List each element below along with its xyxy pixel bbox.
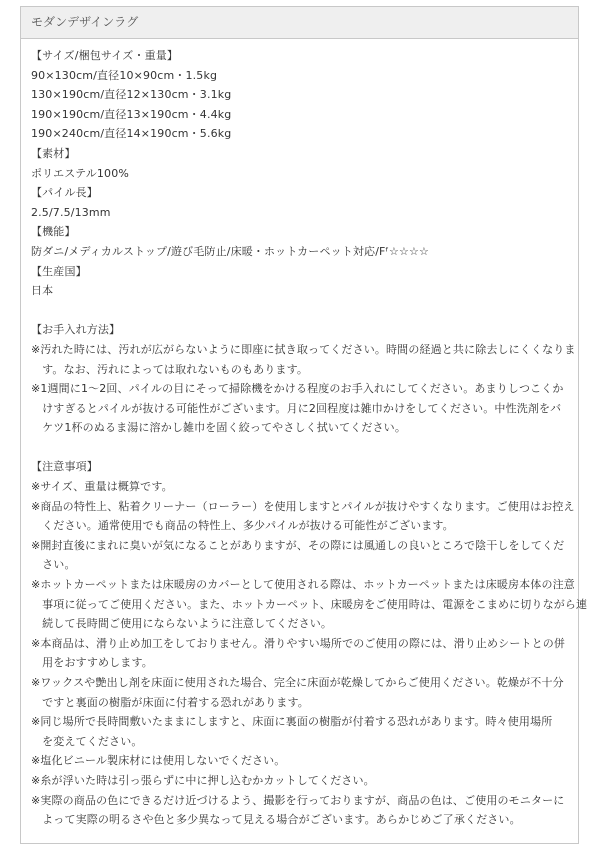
blank-line bbox=[31, 438, 570, 458]
product-info-panel bbox=[20, 6, 588, 844]
text-line: ※同じ場所で長時間敷いたままにしますと、床面に裏面の樹脂が付着する恐れがあります。時々使用場所 bbox=[31, 715, 553, 729]
text-line: 続して長時間ご使用にならないように注意してください。 bbox=[31, 617, 333, 631]
text-line: 事項に従ってご使用ください。また、ホットカーペット、床暖房をご使用時は、電源をこまめに切りながら連 bbox=[31, 597, 588, 611]
text-line: 130×190cm/直径12×130cm・3.1kg bbox=[31, 88, 232, 102]
text-line: ポリエステル100% bbox=[31, 166, 129, 180]
text-line: 防ダニ/メディカルストップ/遊び毛防止/床暖・ホットカーペット対応/Fᶠ☆☆☆☆ bbox=[31, 244, 429, 258]
text-line: ※汚れた時には、汚れが広がらないように即座に拭き取ってください。時間の経過と共に除去しにくくなりま bbox=[31, 342, 576, 356]
text-line: 【機能】 bbox=[31, 225, 76, 239]
text-line: ※実際の商品の色にできるだけ近づけるよう、撮影を行っておりますが、商品の色は、ご使用のモニターに bbox=[31, 793, 565, 807]
text-line: 【サイズ/梱包サイズ・重量】 bbox=[31, 49, 179, 62]
text-line: ※糸が浮いた時は引っ張らずに中に押し込むかカットしてください。 bbox=[31, 773, 375, 787]
text-line: 【生産国】 bbox=[31, 264, 87, 278]
text-line: 【注意事項】 bbox=[31, 460, 98, 474]
text-line: 【素材】 bbox=[31, 146, 76, 160]
text-line: ※サイズ、重量は概算です。 bbox=[31, 480, 173, 494]
text-line: す。なお、汚れによっては取れないものもあります。 bbox=[31, 362, 308, 376]
panel-title: モダンデザインラグ bbox=[31, 15, 139, 29]
text-line: を変えてください。 bbox=[31, 734, 143, 748]
text-line: ※ホットカーペットまたは床暖房のカバーとして使用される際は、ホットカーペットまたは床暖房本体の注意 bbox=[31, 578, 575, 592]
text-line: ケツ1杯のぬるま湯に溶かし雑巾を固く絞ってやさしく拭いてください。 bbox=[31, 421, 406, 435]
text-line: 【お手入れ方法】 bbox=[31, 323, 121, 337]
blank-line bbox=[31, 301, 570, 321]
text-line: 2.5/7.5/13mm bbox=[31, 205, 111, 219]
text-line: 用をおすすめします。 bbox=[31, 656, 153, 670]
text-line: ※1週間に1～2回、パイルの目にそって掃除機をかける程度のお手入れにしてください。あまりしつこくか bbox=[31, 382, 564, 396]
text-line: ください。通常使用でも商品の特性上、多少パイルが抜ける可能性がございます。 bbox=[31, 519, 454, 533]
text-line: ※本商品は、滑り止め加工をしておりません。滑りやすい場所でのご使用の際には、滑り止めシートとの併 bbox=[31, 636, 566, 650]
text-line: ※塩化ビニール製床材には使用しないでください。 bbox=[31, 754, 286, 768]
text-line: 90×130cm/直径10×90cm・1.5kg bbox=[31, 68, 218, 82]
text-line: よって実際の明るさや色と多少異なって見える場合がございます。あらかじめご了承ください。 bbox=[31, 813, 521, 827]
text-line: 【パイル長】 bbox=[31, 186, 98, 200]
text-line: ですと裏面の樹脂が床面に付着する恐れがあります。 bbox=[31, 695, 309, 709]
panel-header bbox=[21, 7, 578, 39]
text-line: 日本 bbox=[31, 284, 54, 298]
text-line: 190×190cm/直径13×190cm・4.4kg bbox=[31, 107, 232, 121]
text-line: さい。 bbox=[31, 558, 76, 572]
text-line: 190×240cm/直径14×190cm・5.6kg bbox=[31, 127, 232, 141]
text-line: ※商品の特性上、粘着クリーナー（ローラー）を使用しますとパイルが抜けやすくなります。ご使用はお控え bbox=[31, 499, 575, 513]
text-line: けすぎるとパイルが抜ける可能性がございます。月に2回程度は雑巾かけをしてください。中性洗剤をバ bbox=[31, 401, 562, 415]
text-line: ※ワックスや艶出し剤を床面に使用された場合、完全に床面が乾燥してからご使用ください。乾燥が不十分 bbox=[31, 676, 564, 689]
text-line: ※開封直後にまれに臭いが気になることがありますが、その際には風通しの良いところで陰干しをしてくだ bbox=[31, 538, 565, 552]
panel-content bbox=[21, 39, 588, 830]
